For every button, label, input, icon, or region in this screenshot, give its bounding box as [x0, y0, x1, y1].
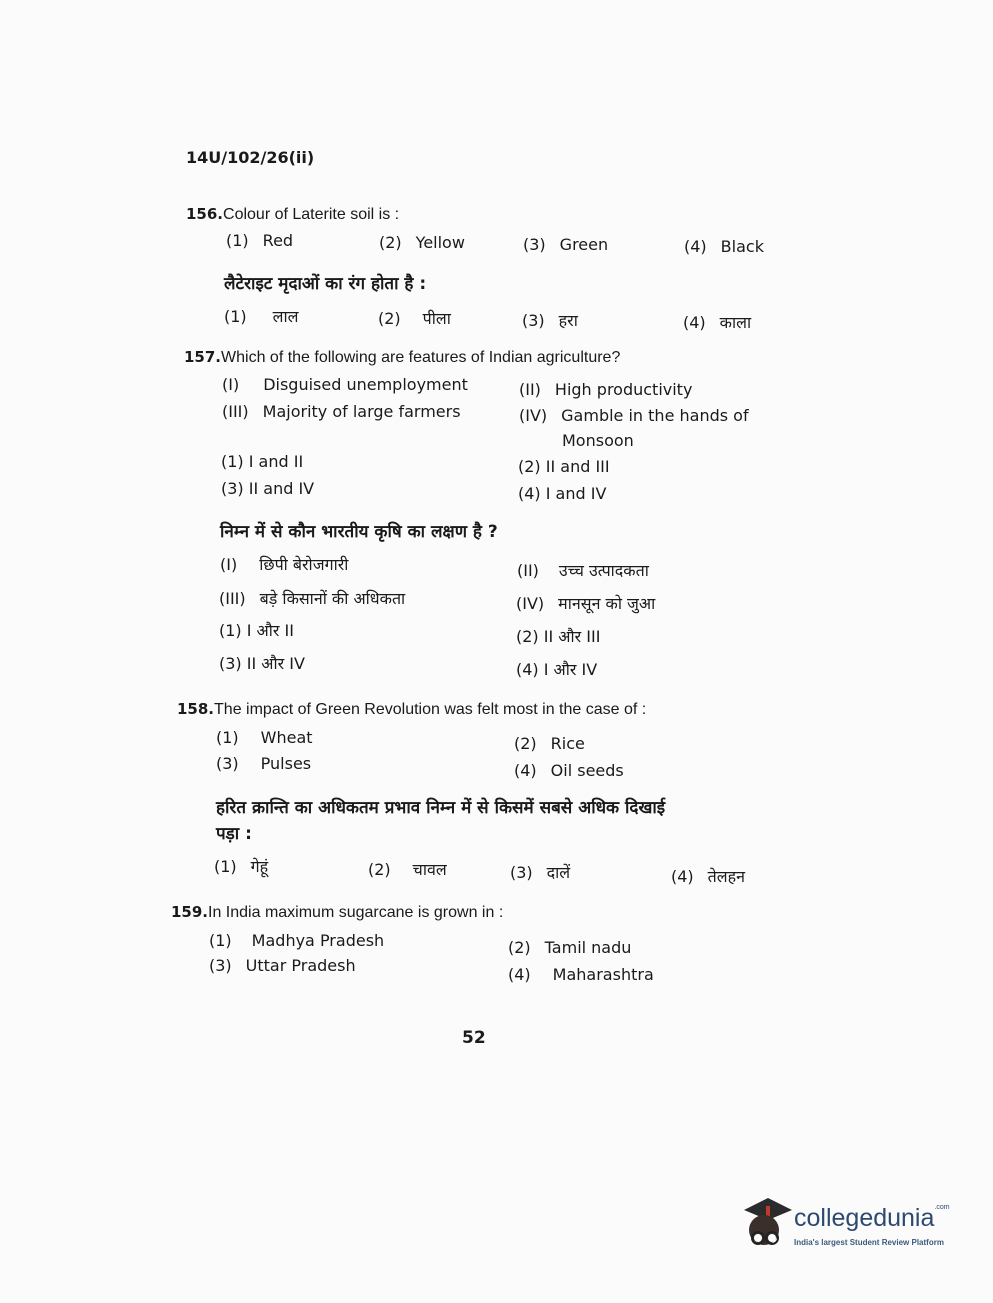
- option-1: (1) I and II: [221, 452, 304, 471]
- option-3: (3) Uttar Pradesh: [209, 956, 356, 975]
- statement-2: (II) High productivity: [519, 380, 693, 399]
- paper-code: 14U/102/26(ii): [186, 148, 315, 167]
- hindi-option-2: (2) चावल: [368, 860, 447, 879]
- option-1: (1) Madhya Pradesh: [209, 931, 385, 950]
- question-number: 159.: [171, 903, 209, 921]
- option-4: (4) Black: [684, 237, 764, 256]
- hindi-question-text: निम्न में से कौन भारतीय कृषि का लक्षण है ?: [220, 522, 498, 542]
- option-4: (4) Maharashtra: [508, 965, 654, 984]
- question-text: The impact of Green Revolution was felt most in the case of :: [214, 701, 647, 718]
- statement-4-cont: Monsoon: [562, 431, 634, 450]
- option-1: (1) Wheat: [216, 728, 313, 747]
- hindi-option-2: (2) पीला: [378, 309, 451, 328]
- hindi-statement-2: (II) उच्च उत्पादकता: [517, 561, 649, 580]
- hindi-option-1: (1) I और II: [219, 621, 294, 640]
- hindi-option-3: (3) हरा: [522, 311, 578, 330]
- option-1: (1) Red: [226, 231, 294, 250]
- graduate-mascot-icon: [738, 1196, 794, 1256]
- question-159: [171, 903, 503, 922]
- hindi-statement-1: (I) छिपी बेरोजगारी: [220, 555, 349, 574]
- question-text: Which of the following are features of Indian agriculture?: [221, 349, 621, 366]
- question-number: 157.: [184, 348, 222, 366]
- question-157: [184, 348, 620, 367]
- hindi-option-1: (1) लाल: [224, 307, 299, 326]
- question-158: [177, 700, 646, 719]
- hindi-option-4: (4) काला: [683, 313, 752, 332]
- collegedunia-logo: [738, 1196, 968, 1256]
- option-4: (4) I and IV: [518, 484, 607, 503]
- hindi-question-text-cont: पड़ा :: [216, 824, 252, 844]
- hindi-option-4: (4) तेलहन: [671, 867, 746, 886]
- statement-3: (III) Majority of large farmers: [222, 402, 461, 421]
- hindi-statement-4: (IV) मानसून को जुआ: [516, 594, 656, 613]
- hindi-option-4: (4) I और IV: [516, 660, 598, 679]
- hindi-option-3: (3) दालें: [510, 863, 571, 882]
- question-number: 158.: [177, 700, 215, 718]
- hindi-question-text: लैटेराइट मृदाओं का रंग होता है :: [224, 274, 427, 294]
- brand-tagline: India's largest Student Review Platform: [794, 1238, 944, 1247]
- option-3: (3) II and IV: [221, 479, 315, 498]
- question-156: [186, 205, 399, 224]
- question-text: Colour of Laterite soil is :: [223, 206, 400, 223]
- hindi-option-2: (2) II और III: [516, 627, 601, 646]
- hindi-statement-3: (III) बड़े किसानों की अधिकता: [219, 589, 406, 608]
- option-4: (4) Oil seeds: [514, 761, 624, 780]
- statement-4: (IV) Gamble in the hands of: [519, 406, 749, 425]
- hindi-option-3: (3) II और IV: [219, 654, 305, 673]
- page-number: 52: [462, 1028, 486, 1048]
- hindi-question-text: हरित क्रान्ति का अधिकतम प्रभाव निम्न में से किसमें सबसे अधिक दिखाई: [216, 798, 666, 818]
- statement-1: (I) Disguised unemployment: [222, 375, 468, 394]
- option-2: (2) II and III: [518, 457, 610, 476]
- brand-name: collegedunia$^{.com}$: [794, 1204, 950, 1232]
- option-2: (2) Tamil nadu: [508, 938, 632, 957]
- option-2: (2) Rice: [514, 734, 585, 753]
- option-3: (3) Pulses: [216, 754, 312, 773]
- option-3: (3) Green: [523, 235, 609, 254]
- question-text: In India maximum sugarcane is grown in :: [208, 904, 504, 921]
- question-number: 156.: [186, 205, 224, 223]
- option-2: (2) Yellow: [379, 233, 465, 252]
- hindi-option-1: (1) गेहूं: [214, 857, 269, 876]
